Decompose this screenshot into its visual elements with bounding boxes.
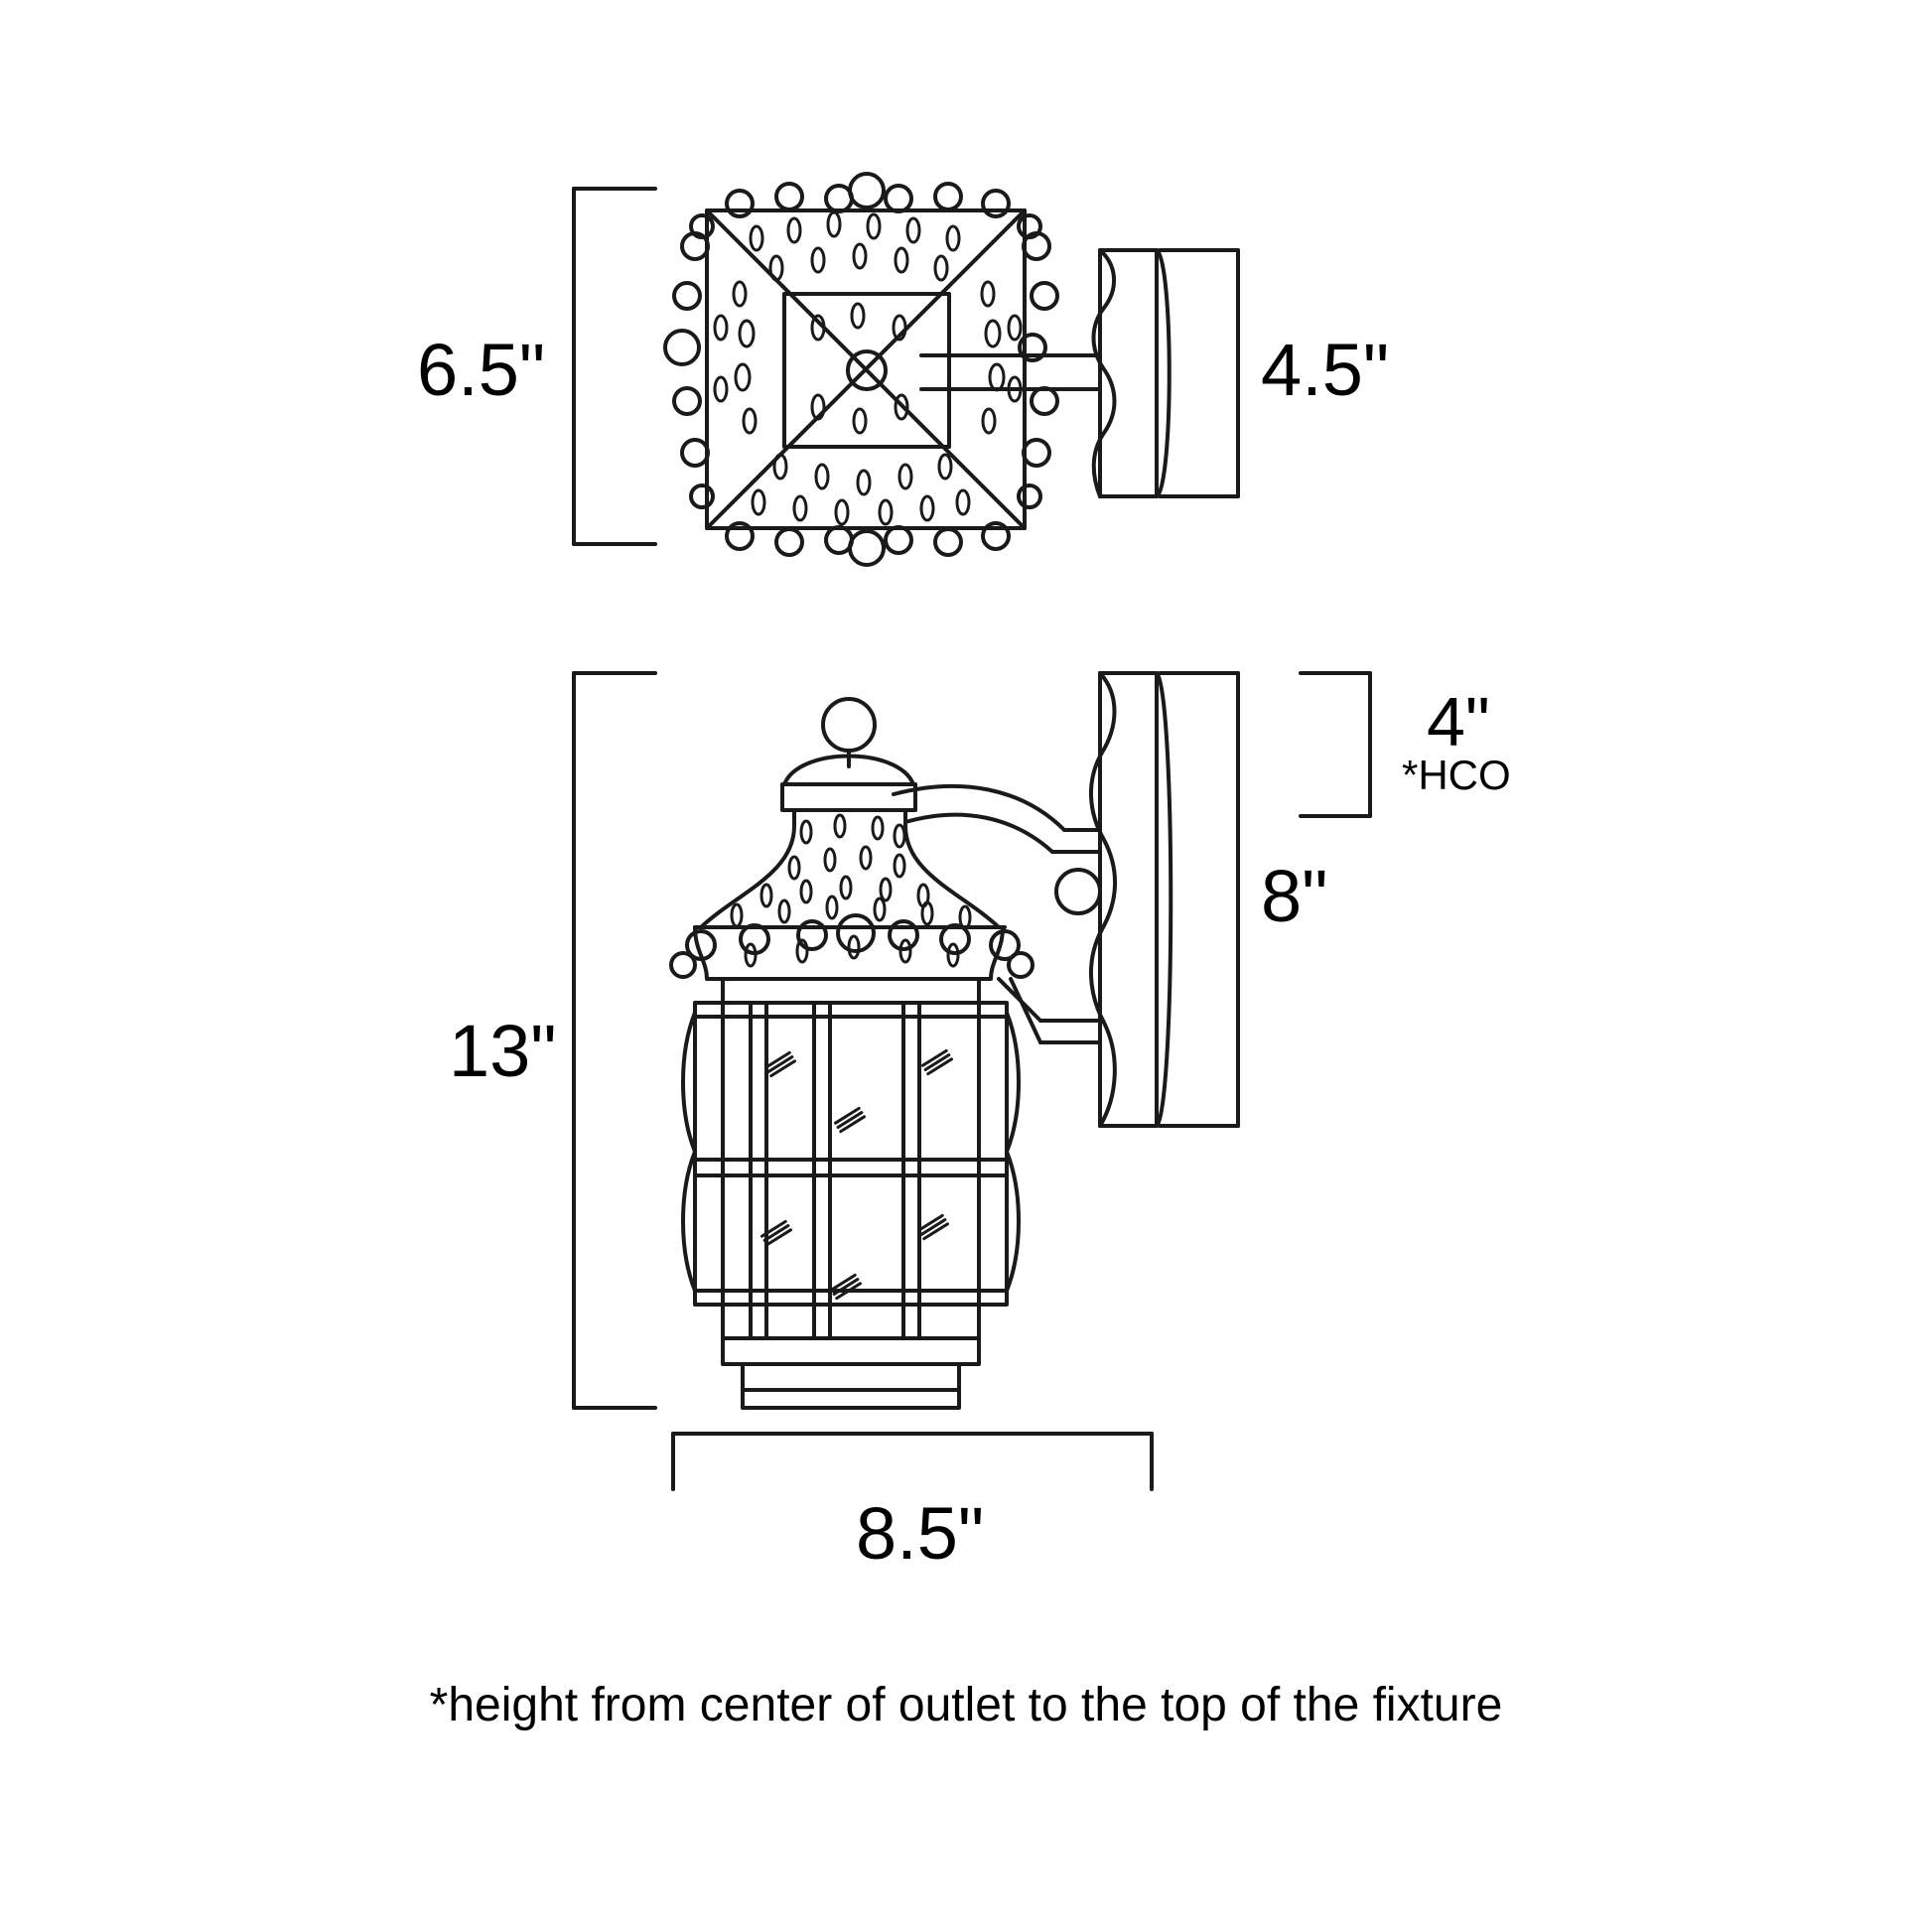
dimension-label-top-height: 6.5" [417,329,546,411]
dimension-line-top-height [574,189,655,544]
dimension-line-side-height [574,673,655,1408]
dimension-label-hco-note: *HCO [1402,752,1511,798]
side-view-group [574,673,1370,1489]
dimension-line-width [673,1434,1152,1489]
dimension-label-side-depth: 8" [1261,855,1328,937]
lantern-base [723,1338,979,1408]
dimension-label-top-depth: 4.5" [1261,329,1390,411]
dimension-line-top-depth [1160,250,1238,496]
cage-band-horizontal [695,1160,1007,1175]
dimension-label-side-height: 13" [449,1010,557,1092]
dimension-line-hco [1301,673,1370,816]
bead-ring-roof [671,915,1033,977]
wall-plate-side [1056,673,1171,1126]
wall-plate-top [1094,250,1170,496]
dimension-label-hco: 4" [1427,683,1490,760]
dimension-label-width: 8.5" [856,1492,985,1575]
front-view-group [574,174,1238,565]
footnote-text: *height from center of outlet to the top of the fixture [429,1679,1503,1731]
